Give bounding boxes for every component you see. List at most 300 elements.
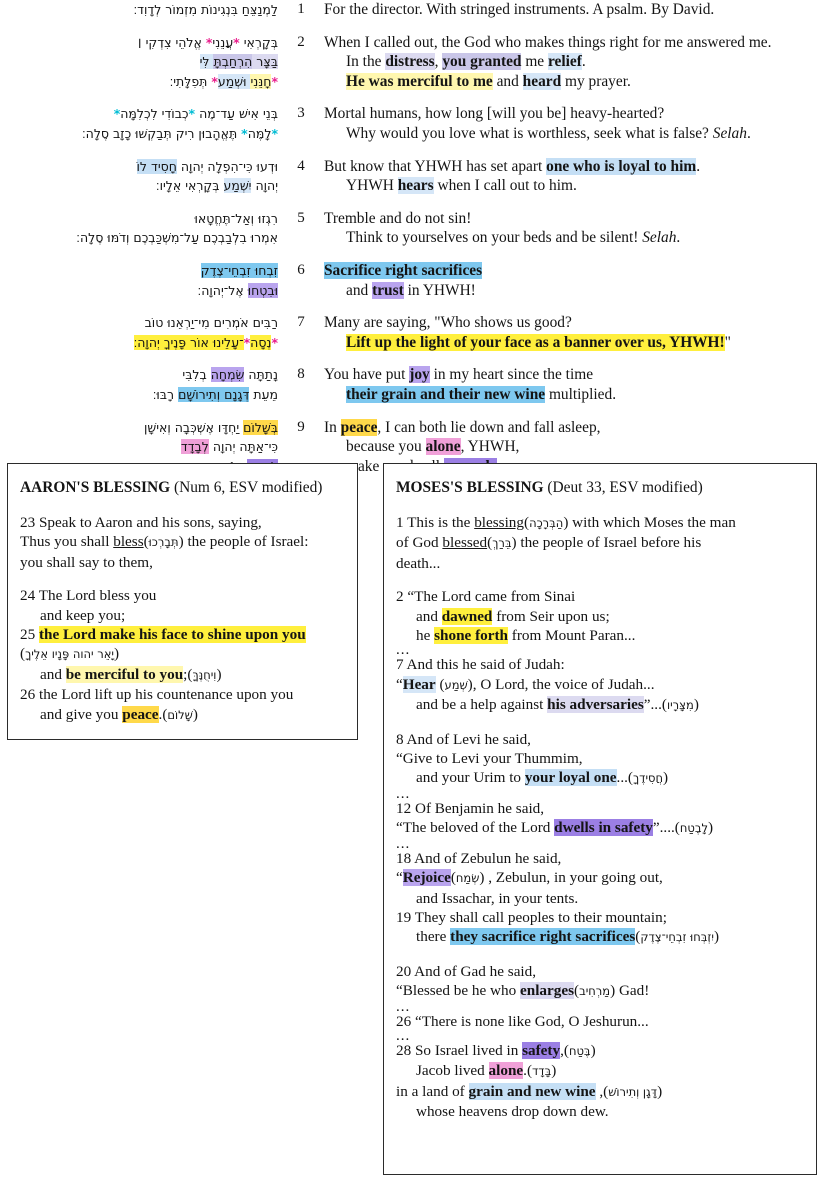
highlighted-text: shone forth xyxy=(434,627,508,645)
hebrew-gloss: מִצָּרָיו xyxy=(666,698,694,713)
hebrew-gloss: תְּבָרְכוּ xyxy=(148,535,179,550)
text-run: ( xyxy=(635,928,641,946)
text-run: ( xyxy=(450,869,456,887)
text-run: “The beloved of the Lord xyxy=(396,819,555,837)
text-run: ) with which Moses the man xyxy=(563,514,736,531)
text-run: 28 So Israel lived in xyxy=(396,1041,523,1059)
english-line xyxy=(324,365,818,385)
verse-number: 9 xyxy=(297,418,305,435)
aarons-blessing-title-source: (Num 6, ESV modified) xyxy=(170,479,323,496)
hebrew-run: יַחְדָּו אֶשְׁכְּבָה וְאִישָׁן xyxy=(143,419,244,435)
hebrew-verse-text xyxy=(0,261,284,300)
highlighted-text: joy xyxy=(409,366,430,384)
hebrew-gloss: בָּדָד xyxy=(532,1064,552,1079)
text-run: death... xyxy=(396,554,441,572)
verse-gap xyxy=(0,20,825,33)
verse-number: 4 xyxy=(297,157,305,174)
highlighted-text: Hear xyxy=(402,675,436,693)
text-run: ) xyxy=(590,1041,596,1059)
highlighted-text: dwells in safety xyxy=(554,819,653,837)
verse-row xyxy=(0,104,825,143)
blessing-line xyxy=(396,908,804,927)
hebrew-run: בְּשָׁלוֹם xyxy=(243,419,278,435)
asterisk-marker: * xyxy=(271,73,278,89)
text-run: multiplied. xyxy=(545,385,617,403)
verse-row xyxy=(0,0,825,20)
text-run: whose heavens drop down dew. xyxy=(416,1103,609,1121)
blessing-line xyxy=(396,554,804,573)
mosess-blessing-box xyxy=(383,463,817,1175)
text-run: and xyxy=(40,665,66,683)
verse-gap xyxy=(0,196,825,209)
hebrew-run: תְּפִלָּתִי׃ xyxy=(169,73,212,89)
verse-number: 5 xyxy=(297,209,305,226)
text-run: and xyxy=(492,72,523,90)
hebrew-gloss: הַבְּרָכָה xyxy=(529,516,564,530)
highlighted-text: alone xyxy=(425,438,461,456)
text-run: .( xyxy=(523,1062,533,1080)
english-line xyxy=(324,313,818,333)
english-verse-text xyxy=(318,313,818,352)
english-verse-text xyxy=(318,261,818,300)
aarons-blessing-body xyxy=(20,513,345,725)
text-run: . xyxy=(581,53,586,71)
text-run: bless xyxy=(113,533,144,551)
hebrew-run: כִּי־אַתָּה יְהוָה xyxy=(208,439,278,455)
hebrew-gloss: שְׂמַח xyxy=(455,871,480,886)
text-run: Jacob lived xyxy=(416,1062,489,1080)
text-run: " xyxy=(724,333,731,351)
english-verse-text xyxy=(318,209,818,248)
english-verse-text xyxy=(318,33,818,92)
aarons-blessing-title-main: AARON'S BLESSING xyxy=(20,479,171,496)
hebrew-run: אֶל־יְהוָה׃ xyxy=(197,282,248,298)
text-run: YHWH xyxy=(346,177,398,195)
mosess-blessing-title-source: (Deut 33, ESV modified) xyxy=(543,479,703,496)
verse-gap xyxy=(0,91,825,104)
blessing-line xyxy=(20,644,345,664)
text-run: ;( xyxy=(183,665,193,683)
blessing-line xyxy=(20,586,345,605)
blessing-line xyxy=(396,587,804,606)
text-run: ( xyxy=(143,533,149,551)
verse-row xyxy=(0,209,825,248)
blessing-line xyxy=(396,655,804,674)
hebrew-run: שִׂמְחָה xyxy=(210,367,245,383)
hebrew-run: כְבוֹדִי לִכְלִמָּה xyxy=(120,106,189,122)
hebrew-line xyxy=(0,72,278,92)
text-run: . xyxy=(676,229,681,247)
text-run: when I call out to him. xyxy=(433,177,577,195)
hebrew-run: אֱלֹהֵי צִדְקִי ׀ xyxy=(137,34,206,50)
hebrew-run: וּבִטְחוּ xyxy=(247,282,278,298)
text-run: ) the people of Israel: xyxy=(178,533,309,551)
text-run: ...( xyxy=(616,769,633,787)
text-run: in YHWH! xyxy=(403,281,476,299)
highlighted-text: dawned xyxy=(441,607,493,625)
text-run: ), O Lord, the voice of Judah... xyxy=(467,675,655,693)
highlighted-text: distress xyxy=(385,53,435,71)
hebrew-gloss: שְׁמַע xyxy=(444,677,468,692)
hebrew-run: לִּי xyxy=(199,54,214,70)
highlighted-text: they sacrifice right sacrifices xyxy=(450,928,636,946)
hebrew-run: לַמְנַצֵּחַ בִּנְגִינוֹת מִזְמוֹר לְדָוִד׃ xyxy=(133,2,278,17)
text-run: ( xyxy=(574,982,580,1000)
hebrew-gloss: דָּגָן וְתִירוֹשׁ xyxy=(608,1084,658,1099)
blessing-line xyxy=(396,607,804,626)
english-line xyxy=(324,33,818,53)
text-run: and your Urim to xyxy=(416,769,525,787)
text-run: 19 They shall call peoples to their mountain; xyxy=(396,908,667,926)
text-run: 20 And of Gad he said, xyxy=(396,962,537,980)
blessing-line xyxy=(396,818,804,838)
blessing-line xyxy=(396,768,804,788)
asterisk-marker: * xyxy=(188,106,196,122)
text-run: blessing xyxy=(474,514,524,531)
blessing-line xyxy=(396,927,804,947)
hebrew-line xyxy=(0,228,278,248)
hebrew-line xyxy=(0,261,278,281)
hebrew-line xyxy=(0,385,278,405)
hebrew-run: בְּנֵי אִישׁ עַד־מֶה xyxy=(195,106,278,122)
text-run: “ xyxy=(396,675,403,693)
text-run: .( xyxy=(158,705,168,723)
text-run: he xyxy=(416,627,435,645)
asterisk-marker: * xyxy=(233,34,240,50)
hebrew-line xyxy=(0,437,278,457)
text-run: ”...( xyxy=(643,696,667,714)
hebrew-run: לָמֶּה xyxy=(247,125,272,141)
hebrew-gloss: בֶּטַח xyxy=(568,1043,591,1058)
blessing-line xyxy=(396,533,804,553)
text-run: 12 Of Benjamin he said, xyxy=(396,799,545,817)
mosess-blessing-body xyxy=(396,513,804,1122)
omission-ellipsis: ... xyxy=(396,998,411,1015)
english-verse-text xyxy=(318,365,818,404)
text-run: ,( xyxy=(595,1082,609,1100)
verse-row xyxy=(0,33,825,92)
asterisk-marker: * xyxy=(241,125,248,141)
blessing-line xyxy=(396,675,804,695)
english-line xyxy=(324,281,818,301)
paragraph-spacer xyxy=(396,716,804,730)
psalm-parallel-text xyxy=(0,0,825,476)
text-run: ,( xyxy=(560,1041,569,1059)
text-run: from Mount Paran... xyxy=(507,627,636,645)
text-run: in my heart since the time xyxy=(429,366,594,384)
text-run: ) , Zebulun, in your going out, xyxy=(479,869,663,887)
text-run: ) xyxy=(708,819,714,837)
blessing-line xyxy=(20,685,345,704)
hebrew-line xyxy=(0,209,278,229)
text-run: ( xyxy=(435,675,445,693)
text-run: you shall say to them, xyxy=(20,553,153,571)
hebrew-run: בְּקָרְאִי xyxy=(239,34,278,50)
highlighted-text: Lift up the light of your face as a banner over us, YHWH! xyxy=(346,333,725,351)
text-run: 23 Speak to Aaron and his sons, saying, xyxy=(20,514,262,531)
hebrew-run: וּדְעוּ כִּי־הִפְלָה יְהוָה xyxy=(176,158,278,174)
text-run: ) xyxy=(113,645,120,663)
hebrew-gloss: לָבֶטַח xyxy=(679,821,709,836)
english-line xyxy=(324,437,818,457)
blessing-line xyxy=(396,889,804,908)
text-run: ) xyxy=(663,769,669,787)
blessing-line xyxy=(20,606,345,625)
hebrew-gloss: יִזְבְּחוּ זִבְחֵי־צֶדֶק xyxy=(640,930,714,945)
hebrew-run: לְבָדָד xyxy=(180,439,209,455)
text-run: Selah xyxy=(712,124,747,142)
text-run: and xyxy=(416,607,442,625)
english-line xyxy=(324,418,818,438)
text-run: 7 And this he said of Judah: xyxy=(396,656,565,674)
hebrew-gloss: מַרְחִיב xyxy=(579,984,611,999)
hebrew-run: בְּקָרְאִי אֵלָיו׃ xyxy=(155,178,224,194)
text-run: ) xyxy=(192,705,198,723)
blessing-line xyxy=(396,868,804,888)
english-verse-text xyxy=(318,104,818,143)
blessing-line xyxy=(396,1082,804,1102)
blessing-line xyxy=(396,1102,804,1121)
omission-ellipsis: ... xyxy=(396,642,411,659)
english-verse-text xyxy=(318,0,818,20)
highlighted-text: his adversaries xyxy=(547,696,644,714)
text-run: , xyxy=(434,53,443,71)
verse-number: 2 xyxy=(297,33,305,50)
text-run: In the xyxy=(346,53,386,71)
verse-gap xyxy=(0,248,825,261)
hebrew-line xyxy=(0,33,278,53)
hebrew-run: חָנֵּנִי xyxy=(250,73,272,89)
english-line xyxy=(324,104,818,124)
text-run: ) the people of Israel before his xyxy=(511,534,702,552)
hebrew-line xyxy=(0,157,278,177)
hebrew-line xyxy=(0,104,278,124)
hebrew-line xyxy=(0,365,278,385)
mosess-blessing-title xyxy=(396,478,804,497)
aarons-blessing-box xyxy=(7,463,358,740)
text-run: ”....( xyxy=(652,819,680,837)
blessing-line xyxy=(20,705,345,725)
highlighted-text: safety xyxy=(522,1041,561,1059)
blessing-line xyxy=(396,1061,804,1081)
text-run: my prayer. xyxy=(561,72,631,90)
text-run: ( xyxy=(20,645,26,663)
text-run: 8 And of Levi he said, xyxy=(396,730,531,748)
hebrew-line xyxy=(0,52,278,72)
text-run: 18 And of Zebulun he said, xyxy=(396,849,562,867)
text-run: 26 the Lord lift up his countenance upon you xyxy=(20,686,294,704)
highlighted-text: one who is loyal to him xyxy=(546,157,697,175)
text-run: When I called out, the God who makes things right for me answered me. xyxy=(324,33,772,51)
text-run: ) xyxy=(657,1082,663,1100)
english-line xyxy=(324,124,818,144)
text-run: Why would you love what is worthless, seek what is false? xyxy=(346,124,713,142)
hebrew-run: תֶּאֱהָבוּן רִיק תְּבַקְשׁוּ כָזָב סֶלָה׃ xyxy=(81,125,242,141)
highlighted-text: alone xyxy=(488,1062,524,1080)
blessing-line xyxy=(396,981,804,1001)
text-run: and Issachar, in your tents. xyxy=(416,889,579,907)
omission-ellipsis: ... xyxy=(396,785,411,802)
asterisk-marker: * xyxy=(243,334,251,350)
highlighted-text: grain and new wine xyxy=(468,1082,596,1100)
text-run: blessed xyxy=(442,534,488,552)
text-run: . xyxy=(696,157,701,175)
highlighted-text: He was merciful to me xyxy=(346,72,493,90)
hebrew-run: נְסָה xyxy=(250,334,272,350)
verse-number: 7 xyxy=(297,314,305,331)
text-run: ) xyxy=(693,696,699,714)
highlighted-text: heard xyxy=(522,72,562,90)
verse-row xyxy=(0,365,825,404)
text-run: In xyxy=(324,418,341,436)
hebrew-run: רַבִּים אֹמְרִים מִי־יַרְאֵנוּ טוֹב xyxy=(144,315,278,331)
text-run: ) xyxy=(216,665,222,683)
text-run: ) xyxy=(551,1062,557,1080)
text-run: , YHWH, xyxy=(460,438,520,456)
hebrew-verse-text xyxy=(0,209,284,248)
text-run: ( xyxy=(524,514,530,531)
hebrew-line xyxy=(0,0,278,20)
text-run: “Give to Levi your Thummim, xyxy=(396,750,583,768)
blessing-line xyxy=(396,1012,804,1031)
text-run: ) Gad! xyxy=(610,982,650,1000)
english-line xyxy=(324,157,818,177)
highlighted-text: be merciful to you xyxy=(65,665,184,683)
blessing-line xyxy=(20,532,345,552)
text-run: You have put xyxy=(324,366,410,384)
text-run: , I can both lie down and fall asleep, xyxy=(377,418,601,436)
hebrew-run: הִרְחַבְתָּ xyxy=(213,54,253,70)
text-run: make xyxy=(346,457,380,475)
hebrew-run: וּשְׁמַע xyxy=(217,73,251,89)
blessing-line xyxy=(20,625,345,644)
highlighted-text: relief xyxy=(547,53,582,71)
text-run: 24 The Lord bless you xyxy=(20,587,157,605)
hebrew-verse-text xyxy=(0,365,284,404)
text-run: Think to yourselves on your beds and be silent! xyxy=(346,229,643,247)
hebrew-line xyxy=(0,176,278,196)
highlighted-text: peace xyxy=(340,418,378,436)
blessing-line xyxy=(396,1041,804,1061)
text-run: and give you xyxy=(40,705,123,723)
text-run: there xyxy=(416,928,451,946)
text-run: 1 This is the xyxy=(396,514,475,531)
verse-number: 6 xyxy=(297,261,305,278)
hebrew-run: רִגְזוּ וְאַל־תֶּחֱטָאוּ xyxy=(194,210,278,226)
highlighted-text: your loyal one xyxy=(524,769,617,787)
hebrew-gloss: בֵּרַךְ xyxy=(492,536,512,551)
hebrew-line xyxy=(0,418,278,438)
text-run: For the director. With stringed instruments. A psalm. By David. xyxy=(324,1,715,18)
hebrew-gloss: יָאֵר יהוה פָּנָיו אֵלֶיךָ xyxy=(25,647,114,662)
text-run: Thus you shall xyxy=(20,533,114,551)
english-line xyxy=(324,333,818,353)
english-line xyxy=(324,0,818,20)
paragraph-spacer xyxy=(396,573,804,587)
text-run: in a land of xyxy=(396,1082,469,1100)
text-run: 26 “There is none like God, O Jeshurun... xyxy=(396,1012,649,1030)
verse-row xyxy=(0,261,825,300)
hebrew-line xyxy=(0,333,278,353)
text-run: But know that YHWH has set apart xyxy=(324,157,547,175)
hebrew-verse-text xyxy=(0,157,284,196)
highlighted-text: peace xyxy=(122,705,159,723)
hebrew-verse-text xyxy=(0,33,284,92)
text-run: and xyxy=(346,281,373,299)
text-run: Mortal humans, how long [will you be] heavy-hearted? xyxy=(324,105,665,123)
hebrew-verse-text xyxy=(0,313,284,352)
hebrew-line xyxy=(0,281,278,301)
text-run: Tremble and do not sin! xyxy=(324,209,472,227)
hebrew-run: עֲנֵנִי xyxy=(212,34,234,50)
text-run: 25 xyxy=(20,626,39,644)
verse-number: 8 xyxy=(297,366,305,383)
text-run: “ xyxy=(396,869,403,887)
english-line xyxy=(324,209,818,229)
highlighted-text: Sacrifice right sacrifices xyxy=(324,261,483,279)
verse-gap xyxy=(0,405,825,418)
hebrew-verse-text xyxy=(0,0,284,20)
hebrew-verse-text xyxy=(0,104,284,143)
hebrew-gloss: וִיחֻנֶּךָּ xyxy=(192,667,217,682)
text-run: ( xyxy=(487,534,493,552)
text-run: of God xyxy=(396,534,443,552)
aarons-blessing-title xyxy=(20,478,345,497)
asterisk-marker: * xyxy=(271,334,278,350)
verse-gap xyxy=(0,300,825,313)
english-line xyxy=(324,228,818,248)
english-line xyxy=(324,261,818,281)
verse-row xyxy=(0,313,825,352)
text-run: Selah xyxy=(642,229,677,247)
asterisk-marker: * xyxy=(205,34,213,50)
hebrew-run: רָבּוּ׃ xyxy=(152,386,179,402)
text-run: . xyxy=(746,124,751,142)
text-run: me xyxy=(521,53,548,71)
text-run: ) xyxy=(714,928,720,946)
mosess-blessing-title-main: MOSES'S BLESSING xyxy=(396,479,544,496)
text-run: and keep you; xyxy=(40,606,126,624)
text-run: 2 “The Lord came from Sinai xyxy=(396,588,576,606)
highlighted-text: the Lord make his face to shine upon you xyxy=(38,626,306,644)
paragraph-spacer xyxy=(396,948,804,962)
blessing-line xyxy=(396,799,804,818)
hebrew-line xyxy=(0,313,278,333)
highlighted-text: you granted xyxy=(442,53,522,71)
hebrew-run: אִמְרוּ בִלְבַבְכֶם עַל־מִשְׁכַּבְכֶם וְדֹמּוּ סֶלָה׃ xyxy=(76,230,278,246)
blessing-line xyxy=(396,749,804,768)
english-line xyxy=(324,176,818,196)
english-line xyxy=(324,52,818,72)
english-line xyxy=(324,385,818,405)
hebrew-run: ־עָלֵינוּ אוֹר פָּנֶיךָ יְהוָה׃ xyxy=(133,334,244,350)
verse-number: 3 xyxy=(297,105,305,122)
blessing-line xyxy=(396,513,804,533)
hebrew-run: דְּגָנָם וְתִירוֹשָׁם xyxy=(178,386,250,402)
asterisk-marker: * xyxy=(271,125,278,141)
verse-number: 1 xyxy=(297,1,305,17)
blessing-line xyxy=(396,626,804,645)
blessing-line xyxy=(20,665,345,685)
verse-gap xyxy=(0,144,825,157)
blessing-line xyxy=(396,962,804,981)
hebrew-run: יִשְׁמַע xyxy=(223,178,252,194)
blessing-line xyxy=(396,730,804,749)
highlighted-text: Rejoice xyxy=(402,869,451,887)
text-run: from Seir upon us; xyxy=(492,607,610,625)
text-run: and be a help against xyxy=(416,696,548,714)
blessing-line xyxy=(20,513,345,532)
